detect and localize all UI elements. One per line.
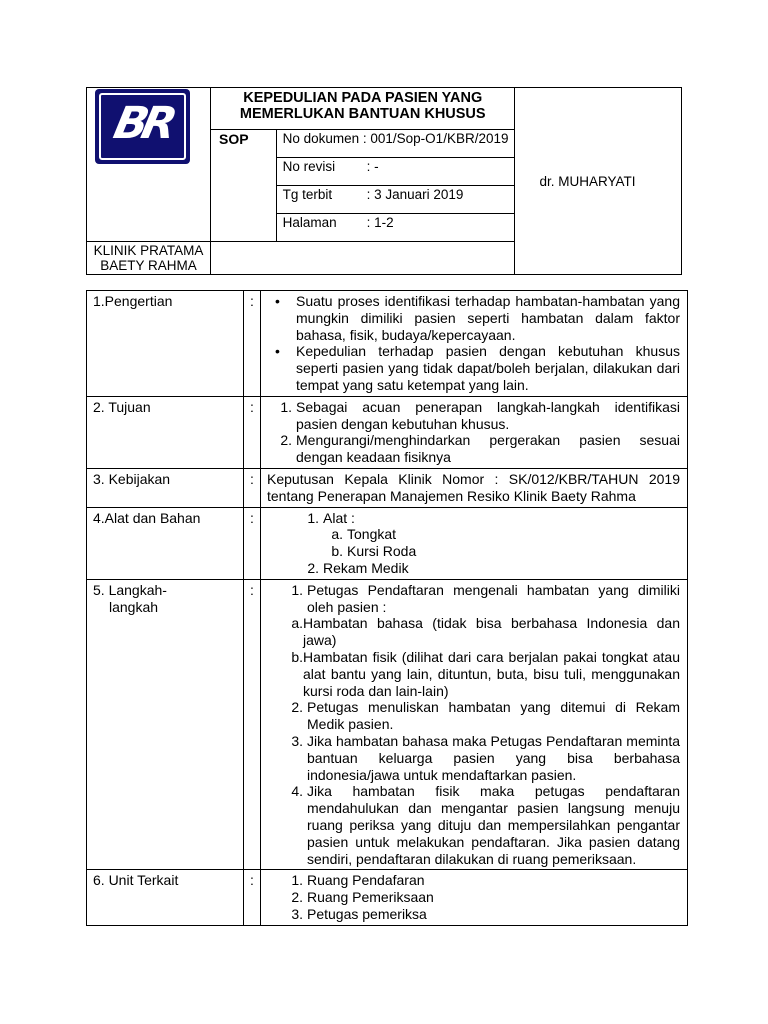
colon: : xyxy=(244,579,261,870)
tanggal-terbit: Tg terbit : 3 Januari 2019 xyxy=(276,186,515,214)
section-kebijakan xyxy=(87,468,688,507)
halaman: Halaman : 1-2 xyxy=(276,214,515,242)
list-item: 2. Ruang Pemeriksaan xyxy=(291,889,434,906)
section-label: 3. Kebijakan xyxy=(87,468,244,507)
list-item: 2. Petugas menuliskan hambatan yang ditemui di Rekam Medik pasien. xyxy=(291,699,680,733)
colon: : xyxy=(244,468,261,507)
no-revisi: No revisi : - xyxy=(276,158,515,186)
section-pengertian xyxy=(87,291,688,397)
no-dokumen: No dokumen : 001/Sop-O1/KBR/2019 xyxy=(276,130,515,158)
list-item: • Suatu proses identifikasi terhadap hambatan-hambatan yang mungkin dimiliki pasien seperti hambatan dalam faktor bahasa, fisik, budaya/kepercayaan. xyxy=(296,293,680,343)
list-item: 1. Sebagai acuan penerapan langkah-langkah identifikasi pasien dengan kebutuhan khusus. xyxy=(280,398,680,432)
colon: : xyxy=(244,291,261,397)
document-title: KEPEDULIAN PADA PASIEN YANG MEMERLUKAN BANTUAN KHUSUS xyxy=(211,88,515,130)
sub-list-item: b. Kursi Roda xyxy=(331,543,417,560)
list-item: 2. Mengurangi/menghindarkan pergerakan pasien sesuai dengan keadaan fisiknya xyxy=(280,432,680,466)
sub-list-item: b. Hambatan fisik (dilihat dari cara berjalan pakai tongkat atau alat bantu yang lain, dituntun, buta, bisu tuli, menggunakan kursi roda dan lain-lain) xyxy=(291,648,680,699)
section-label: 1.Pengertian xyxy=(87,291,244,397)
sop-header-table xyxy=(86,87,682,275)
list-item: 1. Petugas Pendaftaran mengenali hambatan yang dimiliki oleh pasien : a. Hambatan bahasa (tidak bisa berbahasa Indonesia dan jawa) b. Hambatan fisik (dilihat dari cara berjalan pakai tongkat atau alat bantu yang lain, dituntun, buta, bisu tuli, menggunakan kursi roda dan lain-lain) xyxy=(291,581,680,699)
section-label: 2. Tujuan xyxy=(87,396,244,468)
sop-label: SOP xyxy=(211,130,277,242)
section-unit-terkait xyxy=(87,870,688,925)
clinic-name: KLINIK PRATAMA BAETY RAHMA xyxy=(87,242,211,275)
section-label: 5. Langkah- langkah xyxy=(87,579,244,870)
list-item: 1. Ruang Pendafaran xyxy=(291,872,425,889)
sub-list-item: a. Tongkat xyxy=(331,526,397,543)
kebijakan-text: Keputusan Kepala Klinik Nomor : SK/012/KBR/TAHUN 2019 tentang Penerapan Manajemen Resiko Klinik Baety Rahma xyxy=(261,468,688,507)
logo-lettering: BR xyxy=(109,98,176,149)
section-tujuan xyxy=(87,396,688,468)
section-langkah xyxy=(87,579,688,870)
section-label: 6. Unit Terkait xyxy=(87,870,244,925)
colon: : xyxy=(244,870,261,925)
clinic-logo xyxy=(95,89,190,164)
section-label: 4.Alat dan Bahan xyxy=(87,507,244,579)
sub-list-item: a. Hambatan bahasa (tidak bisa berbahasa Indonesia dan jawa) xyxy=(291,615,680,649)
list-item: 2. Rekam Medik xyxy=(307,559,409,576)
list-item: 1. Alat : a. Tongkat b. Kursi Roda xyxy=(323,510,680,560)
colon: : xyxy=(244,507,261,579)
sop-content-table xyxy=(86,290,688,926)
section-alat-bahan xyxy=(87,507,688,579)
list-item: 3. Petugas pemeriksa xyxy=(291,905,427,922)
empty-cell xyxy=(211,242,515,275)
list-item: 3. Jika hambatan bahasa maka Petugas Pendaftaran meminta bantuan keluarga pasien yang bisa berbahasa indonesia/jawa untuk mendaftarkan pasien. xyxy=(291,732,680,783)
list-item: • Kepedulian terhadap pasien dengan kebutuhan khusus seperti pasien yang tidak dapat/boleh berjalan, dilakukan dari tempat yang satu ketempat yang lain. xyxy=(296,343,680,393)
logo-cell xyxy=(87,88,211,242)
signatory-name: dr. MUHARYATI xyxy=(539,173,636,189)
list-item: 4. Jika hambatan fisik maka petugas pendaftaran mendahulukan dan mengantar pasien langsung menuju ruang periksa yang dituju dan mempersilahkan pengantar pasien untuk melakukan pendaftaran. Jika pasien datang sendiri, pendaftaran dilakukan di ruang pemeriksaan. xyxy=(291,783,680,867)
colon: : xyxy=(244,396,261,468)
signatory-cell xyxy=(515,88,682,275)
